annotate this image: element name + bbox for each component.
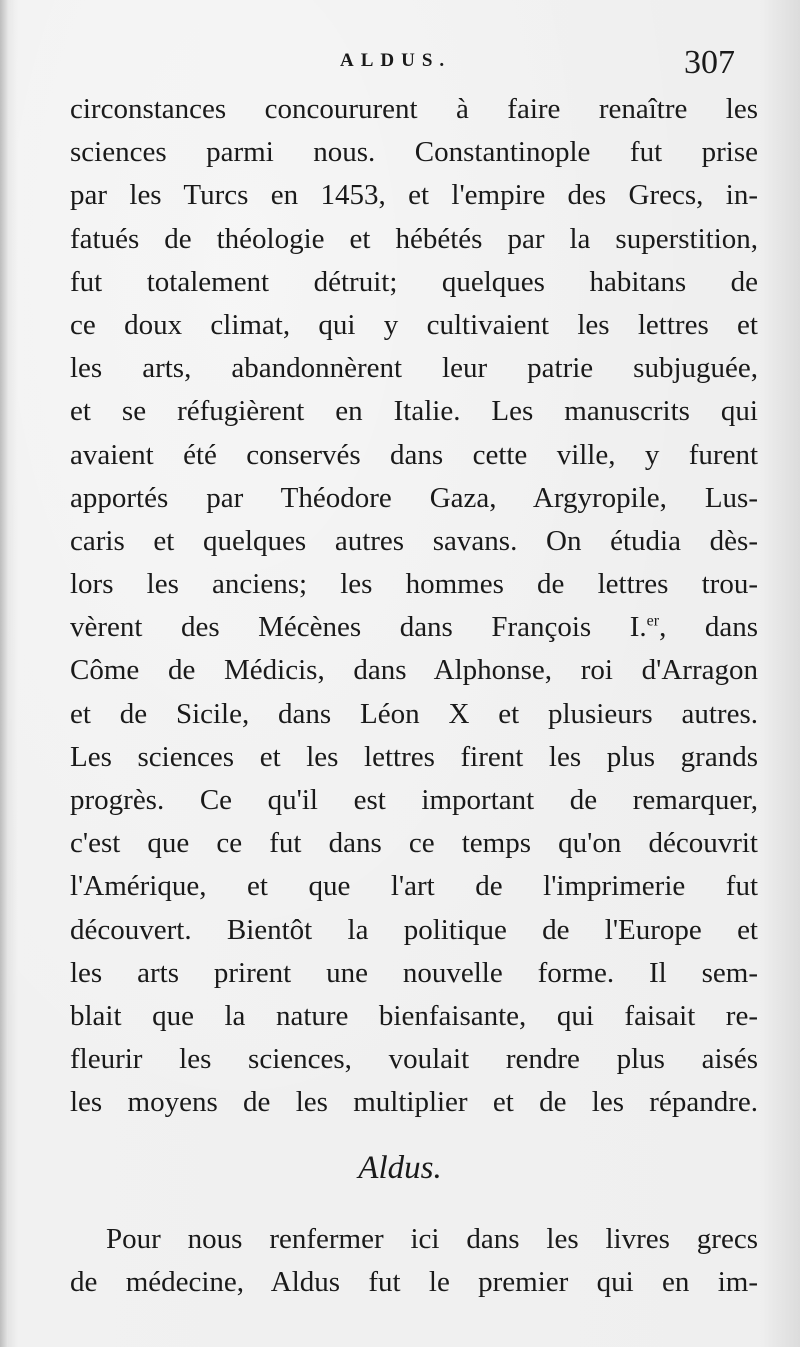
text-line: Les sciences et les lettres firent les plus grands (70, 740, 758, 773)
text-line: Côme de Médicis, dans Alphonse, roi d'Arragon (70, 654, 758, 687)
text-line: fatués de théologie et hébétés par la superstition, (70, 222, 758, 255)
text-line: sciences parmi nous. Constantinople fut prise (70, 136, 758, 169)
running-head (0, 44, 800, 84)
text-line: les moyens de les multiplier et de les répandre. (70, 1086, 758, 1119)
text-line: par les Turcs en 1453, et l'empire des Grecs, in- (70, 179, 758, 212)
text-line: avaient été conservés dans cette ville, y furent (70, 438, 758, 471)
text-line: de médecine, Aldus fut le premier qui en im- (70, 1266, 758, 1299)
text-line: ce doux climat, qui y cultivaient les lettres et (70, 308, 758, 341)
section-heading: Aldus. (358, 1150, 442, 1186)
text-line: les arts prirent une nouvelle forme. Il sem- (70, 956, 758, 989)
text-line: vèrent des Mécènes dans François I.$^{er}$, dans (70, 611, 758, 644)
text-line: lors les anciens; les hommes de lettres trou- (70, 568, 758, 601)
superscript: er (646, 612, 660, 630)
running-head-title: ALDUS. (340, 50, 452, 71)
text-line: fut totalement détruit; quelques habitans de (70, 265, 758, 298)
text-line: c'est que ce fut dans ce temps qu'on découvrit (70, 827, 758, 860)
text-line: blait que la nature bienfaisante, qui faisait re- (70, 999, 758, 1032)
main-paragraph (70, 88, 758, 1125)
text-line: progrès. Ce qu'il est important de remarquer, (70, 784, 758, 816)
text-line: et se réfugièrent en Italie. Les manuscrits qui (70, 395, 758, 428)
text-line: les arts, abandonnèrent leur patrie subjuguée, (70, 352, 758, 385)
page-number: 307 (684, 44, 735, 81)
text-line: circonstances concoururent à faire renaître les (70, 93, 758, 125)
text-line: Pour nous renfermer ici dans les livres grecs (106, 1223, 758, 1255)
text-line: l'Amérique, et que l'art de l'imprimerie fut (70, 870, 758, 903)
text-line: caris et quelques autres savans. On étudia dès- (70, 524, 758, 557)
text-line: découvert. Bientôt la politique de l'Europe et (70, 913, 758, 946)
text-line: fleurir les sciences, voulait rendre plus aisés (70, 1043, 758, 1076)
second-paragraph (70, 1218, 758, 1304)
text-line: et de Sicile, dans Léon X et plusieurs autres. (70, 697, 758, 730)
page-gutter-shadow (0, 0, 8, 1347)
text-line: apportés par Théodore Gaza, Argyropile, Lus- (70, 481, 758, 514)
